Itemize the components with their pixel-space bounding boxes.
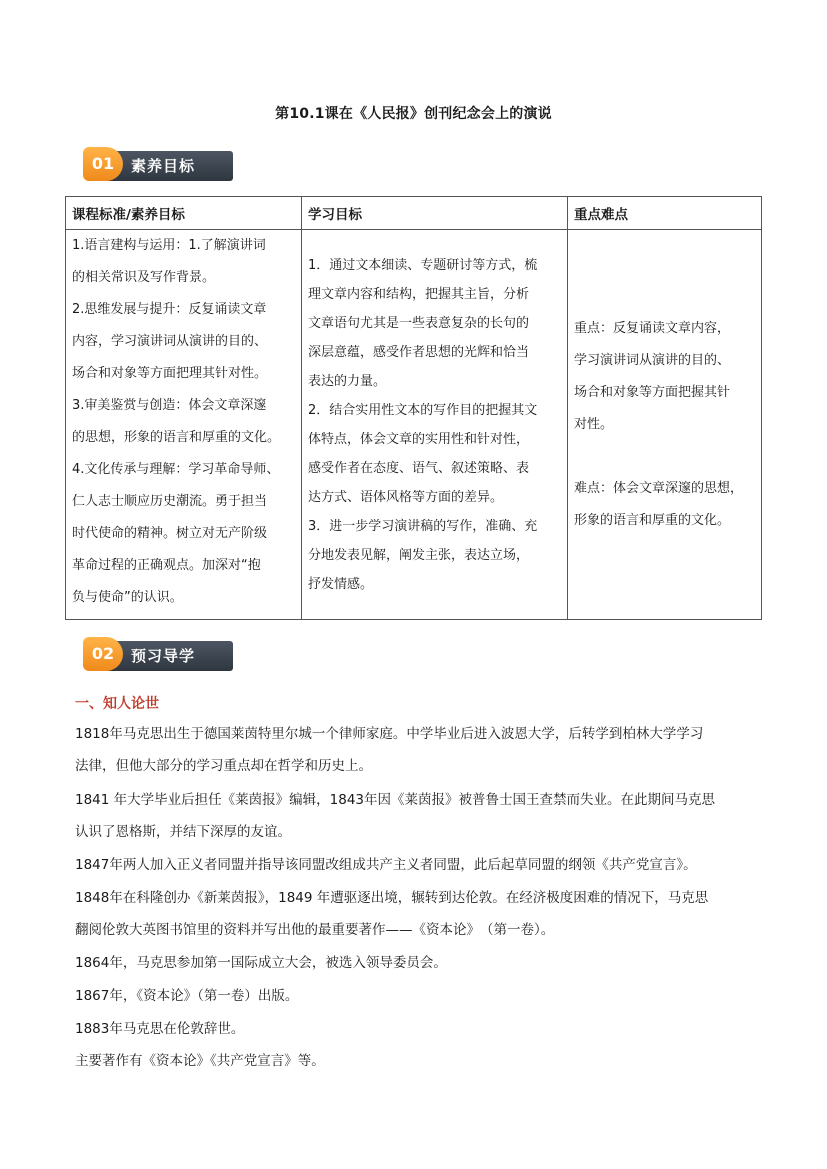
cell-line: 理文章内容和结构，把握其主旨，分析 bbox=[308, 286, 530, 302]
paragraph-line: 1848年在科隆创办《新莱茵报》，1849 年遭驱逐出境，辗转到达伦敦。在经济极度困难的情况下，马克思 bbox=[75, 890, 709, 906]
cell-line: 的相关常识及写作背景。 bbox=[72, 270, 216, 285]
key-points-cell bbox=[568, 230, 762, 620]
table-header: 学习目标 bbox=[302, 197, 568, 230]
cell-line: 对性。 bbox=[574, 416, 614, 432]
section-badge-goals bbox=[83, 147, 233, 181]
cell-line: 形象的语言和厚重的文化。 bbox=[574, 512, 731, 528]
cell-line: 抒发情感。 bbox=[308, 576, 374, 592]
paragraph-line: 认识了恩格斯，并结下深厚的友谊。 bbox=[75, 824, 291, 840]
cell-line: 表达的力量。 bbox=[308, 373, 387, 389]
paragraph-line: 翻阅伦敦大英图书馆里的资料并写出他的最重要著作——《资本论》 （第一卷）。 bbox=[75, 922, 555, 938]
paragraph-line: 法律，但他大部分的学习重点却在哲学和历史上。 bbox=[75, 758, 372, 774]
cell-line: 文章语句尤其是一些表意复杂的长句的 bbox=[308, 315, 530, 331]
paragraph-line: 1818年马克思出生于德国莱茵特里尔城一个律师家庭。中学毕业后进入波恩大学，后转学到柏林大学学习 bbox=[75, 726, 704, 742]
cell-line: 3.审美鉴赏与创造：体会文章深邃 bbox=[72, 398, 267, 413]
cell-line: 2.思维发展与提升：反复诵读文章 bbox=[72, 302, 267, 317]
cell-line: 场合和对象等方面把握其针 bbox=[574, 384, 731, 400]
cell-line: 达方式、语体风格等方面的差异。 bbox=[308, 489, 504, 505]
section-title: 素养目标 bbox=[131, 157, 196, 175]
table-row bbox=[66, 230, 762, 620]
cell-line: 深层意蕴，感受作者思想的光辉和恰当 bbox=[308, 344, 530, 360]
cell-line: 分地发表见解，阐发主张，表达立场， bbox=[308, 547, 530, 563]
learning-goals-cell bbox=[302, 230, 568, 620]
page-title: 第10.1课在《人民报》创刊纪念会上的演说 bbox=[275, 106, 552, 122]
cell-line: 感受作者在态度、语气、叙述策略、表 bbox=[308, 460, 530, 476]
cell-line: 仁人志士顺应历史潮流。勇于担当 bbox=[72, 494, 268, 509]
curriculum-standards-cell bbox=[66, 230, 302, 620]
cell-line: 1.语言建构与运用：1.了解演讲词 bbox=[72, 238, 266, 253]
cell-line: 1．通过文本细读、专题研讨等方式，梳 bbox=[308, 257, 538, 273]
cell-line: 内容，学习演讲词从演讲的目的、 bbox=[72, 334, 268, 349]
cell-line: 重点：反复诵读文章内容， bbox=[574, 320, 731, 336]
paragraph-line: 1847年两人加入正义者同盟并指导该同盟改组成共产主义者同盟，此后起草同盟的纲领《共产党宣言》。 bbox=[75, 857, 697, 873]
section-number: 02 bbox=[83, 637, 123, 671]
paragraph-line: 1864年，马克思参加第一国际成立大会，被选入领导委员会。 bbox=[75, 955, 447, 971]
section-number: 01 bbox=[83, 147, 123, 181]
cell-line: 时代使命的精神。树立对无产阶级 bbox=[72, 526, 268, 541]
goals-table bbox=[65, 196, 762, 620]
cell-line: 革命过程的正确观点。加深对“抱 bbox=[72, 558, 261, 573]
cell-line: 难点：体会文章深邃的思想， bbox=[574, 480, 744, 496]
table-header-row bbox=[66, 197, 762, 230]
section-badge-preview bbox=[83, 637, 233, 671]
cell-spacer bbox=[574, 441, 755, 473]
cell-line: 4.文化传承与理解：学习革命导师、 bbox=[72, 462, 280, 477]
cell-line: 体特点，体会文章的实用性和针对性， bbox=[308, 431, 530, 447]
subsection-heading: 一、知人论世 bbox=[75, 696, 159, 712]
table-header: 课程标准/素养目标 bbox=[66, 197, 302, 230]
cell-line: 的思想，形象的语言和厚重的文化。 bbox=[72, 430, 281, 445]
cell-line: 2．结合实用性文本的写作目的把握其文 bbox=[308, 402, 538, 418]
cell-line: 场合和对象等方面把理其针对性。 bbox=[72, 366, 268, 381]
section-title: 预习导学 bbox=[131, 647, 196, 665]
paragraph-line: 1883年马克思在伦敦辞世。 bbox=[75, 1021, 245, 1037]
cell-line: 负与使命”的认识。 bbox=[72, 590, 183, 605]
paragraph-line: 1841 年大学毕业后担任《莱茵报》编辑，1843年因《莱茵报》被普鲁士国王查禁而失业。在此期间马克思 bbox=[75, 792, 716, 808]
cell-line: 学习演讲词从演讲的目的、 bbox=[574, 352, 731, 368]
paragraph-line: 1867年，《资本论》（第一卷）出版。 bbox=[75, 988, 299, 1004]
cell-line: 3．进一步学习演讲稿的写作，准确、充 bbox=[308, 518, 538, 534]
paragraph-line: 主要著作有《资本论》《共产党宣言》等。 bbox=[75, 1053, 325, 1069]
table-header: 重点难点 bbox=[568, 197, 762, 230]
